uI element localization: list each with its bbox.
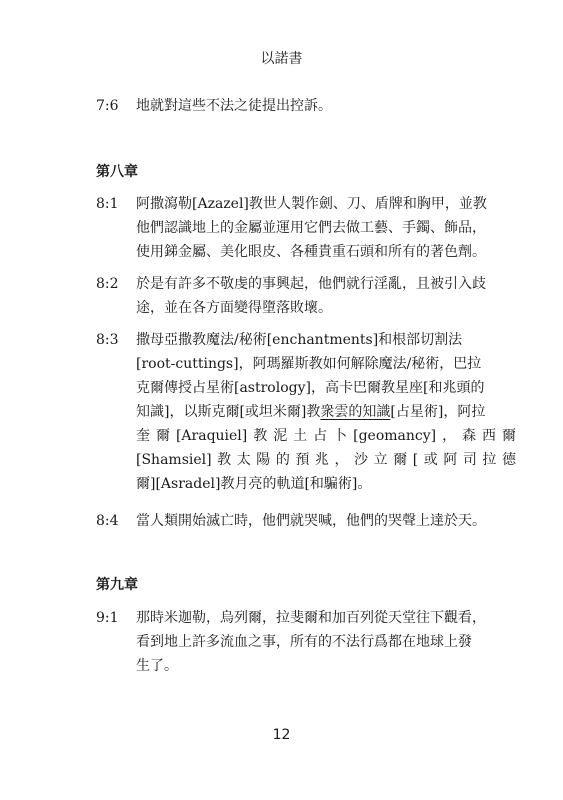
verse-number: 7:6 — [96, 98, 119, 114]
underlined-phrase: 衆雲的知識 — [320, 404, 391, 420]
verse-line — [136, 400, 516, 424]
verse-8-3 — [96, 328, 516, 496]
chapter-heading-9: 第九章 — [96, 577, 138, 593]
running-header: 以諾書 — [260, 51, 303, 67]
verse-line: 撒母亞撒教魔法/秘術[enchantments]和根部切割法 — [136, 332, 463, 348]
chapter-heading-8: 第八章 — [96, 164, 138, 180]
verse-text — [136, 328, 516, 496]
verse-number: 9:1 — [96, 610, 119, 626]
verse-line: [Shamsiel]教太陽的預兆，沙立爾[或阿司拉德 — [136, 452, 516, 468]
verse-text — [136, 272, 516, 320]
verse-7-6 — [96, 94, 516, 118]
verse-number: 8:2 — [96, 276, 119, 292]
verse-line: 奎爾[Araquiel]教泥土占卜[geomancy]，森西爾 — [136, 428, 516, 444]
verse-number: 8:4 — [96, 513, 119, 529]
verse-line-part: 知識]，以斯克爾[或坦米爾]教 — [136, 404, 321, 420]
verse-line: 於是有許多不敬虔的事興起，他們就行淫亂，且被引入歧 — [136, 276, 486, 292]
verse-number: 8:1 — [96, 196, 119, 212]
verse-text — [136, 192, 516, 264]
verse-line: [root-cuttings]，阿瑪羅斯教如何解除魔法/秘術，巴拉 — [136, 356, 482, 372]
verse-9-1 — [96, 606, 516, 678]
verse-line: 使用銻金屬、美化眼皮、各種貴重石頭和所有的著色劑。 — [136, 244, 486, 260]
verse-line: 途，並在各方面變得墮落敗壞。 — [136, 300, 332, 316]
verse-line: 他們認識地上的金屬並運用它們去做工藝、手鐲、飾品， — [136, 220, 486, 236]
verse-number: 8:3 — [96, 332, 119, 348]
verse-line: 克爾傳授占星術[astrology]，高卡巴爾教星座[和兆頭的 — [136, 380, 485, 396]
verse-line-part: [占星術]，阿拉 — [390, 404, 486, 420]
verse-line: 阿撒瀉勒[Azazel]教世人製作劍、刀、盾牌和胸甲，並教 — [136, 196, 487, 212]
verse-line: 地就對這些不法之徒提出控訴。 — [136, 98, 332, 114]
verse-8-2 — [96, 272, 516, 320]
verse-line: 那時米迦勒，烏列爾，拉斐爾和加百列從天堂往下觀看， — [136, 610, 486, 626]
verse-line: 看到地上許多流血之事，所有的不法行爲都在地球上發 — [136, 634, 472, 650]
verse-8-1 — [96, 192, 516, 264]
verse-line: 當人類開始滅亡時，他們就哭喊，他們的哭聲上達於天。 — [136, 513, 486, 529]
verse-text — [136, 94, 516, 118]
page-number: 12 — [272, 727, 291, 743]
verse-8-4 — [96, 509, 516, 533]
verse-text — [136, 606, 516, 678]
verse-text — [136, 509, 516, 533]
verse-line: 生了。 — [136, 658, 178, 674]
verse-line: 爾][Asradel]教月亮的軌道[和騙術]。 — [136, 476, 372, 492]
